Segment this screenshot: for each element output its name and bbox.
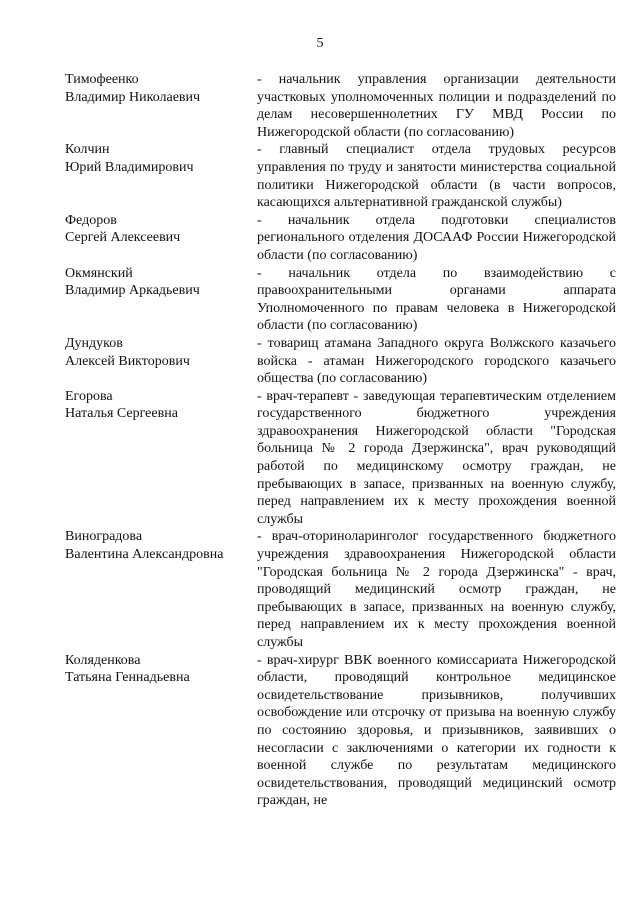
member-surname: Окмянский [65,265,133,281]
member-name [65,388,257,529]
member-row [65,141,616,211]
member-name [65,335,257,388]
member-row [65,265,616,335]
member-surname: Дундуков [65,335,123,351]
member-row [65,335,616,388]
member-given-names: Татьяна Геннадьевна [65,670,190,686]
member-name [65,528,257,651]
member-role: - товарищ атамана Западного округа Волжского казачьего войска - атаман Нижегородского городского казачьего общества (по согласованию) [257,335,616,387]
member-surname: Егорова [65,388,113,404]
member-name [65,652,257,810]
member-given-names: Владимир Аркадьевич [65,283,200,299]
member-role: - врач-хирург ВВК военного комиссариата Нижегородской области, проводящий контрольное медицинское освидетельствование призывников, получивших освобождение или отсрочку от призыва на военную службу по состоянию здоровья, и призывников, заявивших о несогласии с заключениями о категории их годности к военной службе по результатам медицинского освидетельствования, проводящий медицинский осмотр граждан, не [257,652,616,809]
member-given-names: Наталья Сергеевна [65,406,178,422]
member-name [65,265,257,335]
member-role: - врач-терапевт - заведующая терапевтическим отделением государственного бюджетного учреждения здравоохранения Нижегородской области "Городская больница № 2 города Дзержинска", врач руководящий работой по медицинскому осмотру граждан, не пребывающих в запасе, призванных на военную службу, перед направлением их к месту прохождения военной службы [257,388,616,527]
member-name [65,71,257,141]
member-role: - начальник отдела подготовки специалистов регионального отделения ДОСААФ России Нижегородской области (по согласованию) [257,212,616,263]
member-row [65,388,616,529]
member-name [65,212,257,265]
member-name [65,141,257,211]
member-given-names: Владимир Николаевич [65,89,201,105]
member-row [65,652,616,810]
member-surname: Коляденкова [65,652,141,668]
member-surname: Виноградова [65,529,143,545]
member-role: - главный специалист отдела трудовых ресурсов управления по труду и занятости министерства социальной политики Нижегородской области (в части вопросов, касающихся альтернативной гражданской службы) [257,142,616,211]
page-number: 5 [316,36,324,51]
member-surname: Тимофеенко [65,72,139,87]
member-row [65,212,616,265]
member-role: - врач-оториноларинголог государственного бюджетного учреждения здравоохранения Нижегородской области "Городская больница № 2 города Дзержинска" - врач, проводящий медицинский осмотр граждан, не пребывающих в запасе, призванных на военную службу, перед направлением их к месту прохождения военной службы [257,529,616,650]
member-given-names: Валентина Александровна [65,547,224,563]
member-role: - начальник отдела по взаимодействию с правоохранительными органами аппарата Уполномоченного по правам человека в Нижегородской области (по согласованию) [257,265,616,334]
member-role: - начальник управления организации деятельности участковых уполномоченных полиции и подразделений по делам несовершеннолетних ГУ МВД России по Нижегородской области (по согласованию) [257,72,616,140]
member-surname: Колчин [65,142,110,158]
member-row [65,71,616,141]
member-row [65,528,616,651]
member-given-names: Алексей Викторович [65,353,190,369]
member-surname: Федоров [65,212,117,228]
commission-members-list [65,71,616,810]
member-given-names: Сергей Алексеевич [65,230,181,246]
member-given-names: Юрий Владимирович [65,159,194,175]
